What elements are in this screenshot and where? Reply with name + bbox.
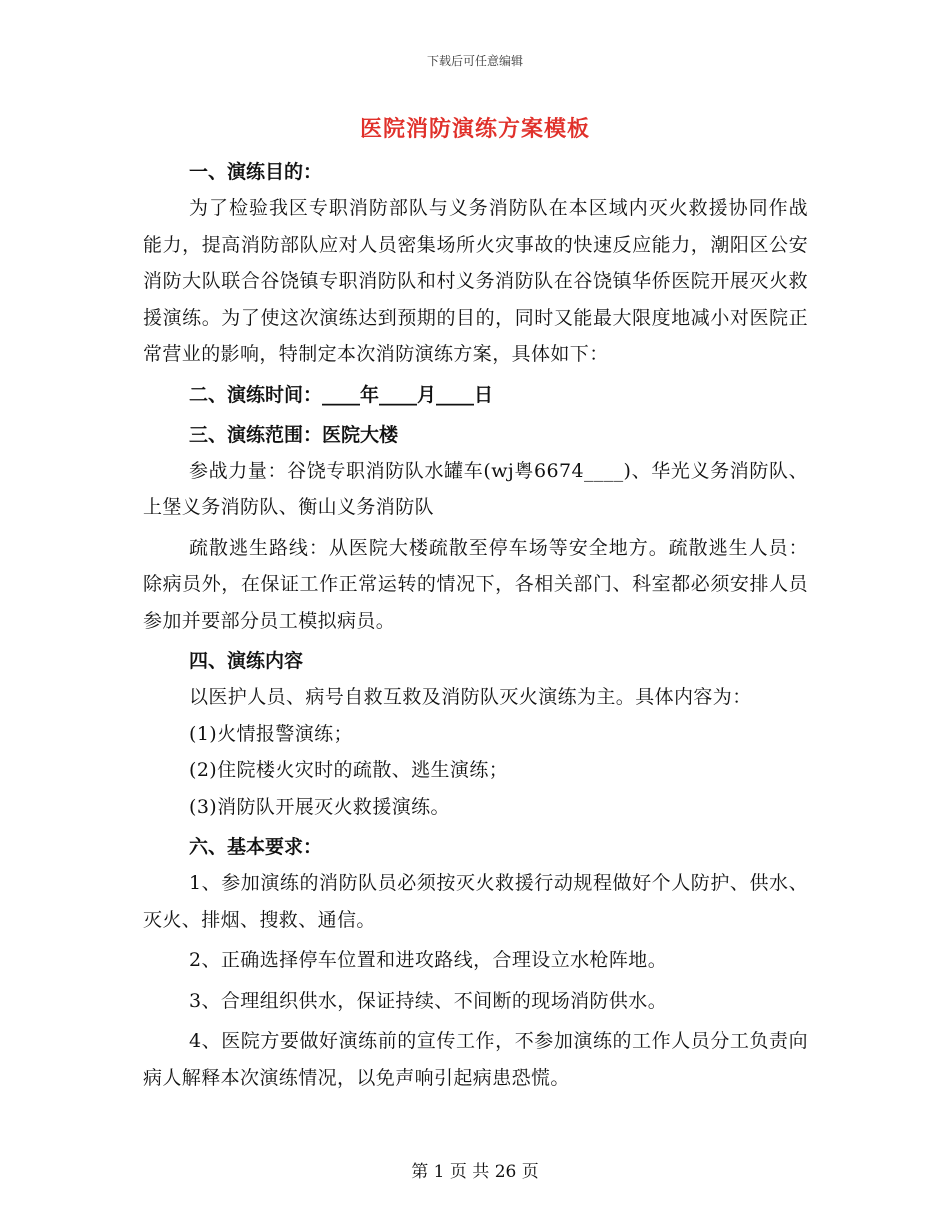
requirement-2: 2、正确选择停车位置和进攻路线，合理设立水枪阵地。 <box>189 949 668 971</box>
paragraph-content-intro: 以医护人员、病号自救互救及消防队灭火演练为主。具体内容为： <box>189 686 752 708</box>
document-title: 医院消防演练方案模板 <box>359 117 590 142</box>
list-item-3: (3)消防队开展灭火救援演练。 <box>189 795 450 818</box>
paragraph-evacuation: 疏散逃生路线：从医院大楼疏散至停车场等安全地方。疏散逃生人员：除病员外，在保证工作正常运转的情况下，各相关部门、科室都必须安排人员参加并要部分员工模拟病员。 <box>143 536 808 632</box>
section-heading-content: 四、演练内容 <box>189 650 304 672</box>
page-footer: 第 1 页 共 26 页 <box>411 1162 539 1182</box>
list-item-1: (1)火情报警演练； <box>189 722 353 745</box>
section-heading-purpose: 一、演练目的： <box>189 161 323 183</box>
paragraph-purpose: 为了检验我区专职消防部队与义务消防队在本区域内灭火救援协同作战能力，提高消防部队应对人员密集场所火灾事故的快速反应能力，潮阳区公安消防大队联合谷饶镇专职消防队和村义务消防队在谷饶镇华侨医院开展灭火救援演练。为了使这次演练达到预期的目的，同时又能最大限度地减小对医院正常营业的影响，特制定本次消防演练方案，具体如下： <box>143 197 808 365</box>
header-note: 下载后可任意编辑 <box>426 54 523 68</box>
requirement-4: 4、医院方要做好演练前的宣传工作，不参加演练的工作人员分工负责向病人解释本次演练情况，以免声响引起病患恐慌。 <box>143 1030 808 1089</box>
paragraph-forces: 参战力量：谷饶专职消防队水罐车(wj粤6674____)、华光义务消防队、上堡义务消防队、衡山义务消防队 <box>143 459 808 518</box>
requirement-1: 1、参加演练的消防队员必须按灭火救援行动规程做好个人防护、供水、灭火、排烟、搜救、通信。 <box>143 872 808 931</box>
section-heading-requirements: 六、基本要求： <box>189 836 323 858</box>
list-item-2: (2)住院楼火灾时的疏散、逃生演练； <box>189 759 509 781</box>
section-heading-time: 二、演练时间：____年____月____日 <box>189 383 494 406</box>
section-heading-scope: 三、演练范围：医院大楼 <box>189 423 399 446</box>
requirement-3: 3、合理组织供水，保证持续、不间断的现场消防供水。 <box>189 989 668 1012</box>
document-body <box>143 150 808 1096</box>
